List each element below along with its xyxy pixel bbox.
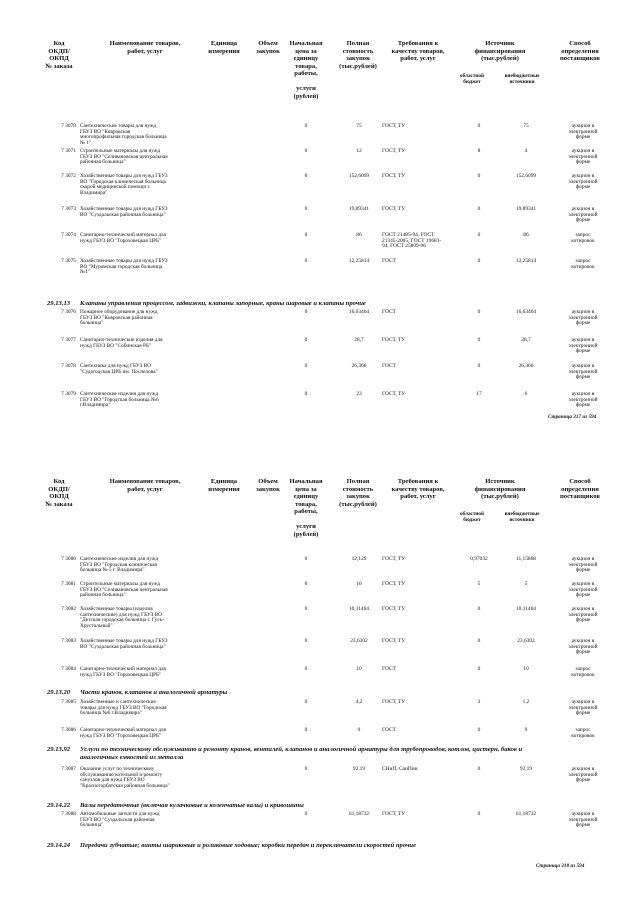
row-procurement-method: аукцион в электронной форме <box>568 206 598 224</box>
row-requirements: ГОСТ, ТУ <box>382 206 406 212</box>
row-regional-budget: 0 <box>477 606 481 612</box>
row-total-cost: 26,366 <box>351 363 367 369</box>
row-unit-price: 0 <box>304 206 308 212</box>
row-item-name: Сантехнические изделия для нужд ГБУЗ ВО "Городская больница №6 г.Владимира" <box>80 391 159 409</box>
row-total-cost: 152,6099 <box>348 173 370 179</box>
row-number: 7 3072 <box>61 173 76 179</box>
row-requirements: ГОСТ <box>382 309 396 315</box>
row-total-cost: 75 <box>356 123 362 129</box>
row-procurement-method: аукцион в электронной форме <box>568 699 598 717</box>
row-extra-budget: 10,11464 <box>515 606 536 612</box>
row-regional-budget: 0 <box>477 258 481 264</box>
row-total-cost: 9 <box>357 727 361 733</box>
row-extra-budget: 75 <box>523 123 529 129</box>
header-source-regional: областной бюджет <box>460 511 484 523</box>
section-heading <box>0 689 640 699</box>
row-requirements: ГОСТ <box>382 363 396 369</box>
row-regional-budget: 8 <box>477 148 481 154</box>
row-item-name: Хозяйственные товары (изделия сантехнические) для нужд ГБУЗ ВО "Детская городская больница г. Гусь- Хрустальный" <box>80 606 164 629</box>
row-item-name: Хозяйственные товары для нужд ГБУЗ ВО "Городская клиническая больница скорой медицинской помощи г. Владимира" <box>80 173 168 196</box>
row-extra-budget: 12,25814 <box>515 258 537 264</box>
row-requirements: ГОСТ, ТУ <box>382 123 406 129</box>
section-code: 29.13.92 <box>47 746 71 753</box>
row-procurement-method: аукцион в электронной форме <box>568 638 598 656</box>
row-item-name: Хозяйственные товары для нужд ГБУЗ ВО "Суздальская районная больница" <box>80 206 168 218</box>
header-method: Способ определения поставщиков <box>560 478 600 501</box>
row-item-name: Оказание услуг по техническому обслуживанию котельной и ремонту санузлов для нужд ГБУЗ ВО "Красногорбатская районная больница" <box>80 766 170 789</box>
row-procurement-method: аукцион в электронной форме <box>568 556 598 574</box>
row-regional-budget: 0 <box>477 727 481 733</box>
row-regional-budget: 3 <box>477 699 481 705</box>
row-item-name: Сантехнические изделия для нужд ГБУЗ ВО "Городская клиническая больница № 5 г. Владимира" <box>80 556 159 574</box>
row-extra-budget: 5 <box>524 581 528 587</box>
section-title: Клапаны управления процессом, задвижки, клапаны запорные, краны шаровые и клапаны прочие <box>80 300 366 307</box>
header-source: Источник финансирования (тыс.рублей) <box>474 40 526 63</box>
row-requirements: ГОСТ, ТУ <box>382 699 406 705</box>
row-total-cost: 4,2 <box>355 699 363 705</box>
row-total-cost: 61,18732 <box>348 811 370 817</box>
header-volume: Объем закупок <box>256 478 280 493</box>
row-item-name: Сантехника для нужд ГБУЗ ВО "Судогодская ЦРБ им. Поспелова" <box>80 363 158 375</box>
row-unit-price: 0 <box>304 556 308 562</box>
row-extra-budget: 6 <box>524 391 528 397</box>
row-procurement-method: аукцион в электронной форме <box>568 581 598 599</box>
header-unit: Единица измерения <box>208 40 240 55</box>
row-extra-budget: 23,6302 <box>517 638 535 644</box>
row-requirements: ГОСТ, ТУ <box>382 173 406 179</box>
row-unit-price: 0 <box>304 258 308 264</box>
row-unit-price: 0 <box>304 666 308 672</box>
header-requirements: Требования к качеству товаров, работ, услуг <box>391 40 445 63</box>
row-total-cost: 19,89341 <box>348 206 370 212</box>
row-requirements: ГОСТ, ТУ <box>382 337 406 343</box>
row-regional-budget: 0 <box>477 666 481 672</box>
row-unit-price: 0 <box>304 123 308 129</box>
section-code: 29.14.24 <box>47 842 71 849</box>
row-number: 7 3074 <box>61 232 76 238</box>
row-total-cost: 12 <box>356 148 362 154</box>
row-total-cost: 10 <box>356 666 362 672</box>
row-requirements: ГОСТ, ТУ <box>382 556 406 562</box>
header-okdp: Код ОКДП/ ОКПД № заказа <box>45 478 73 508</box>
row-unit-price: 0 <box>304 363 308 369</box>
page-number: Страница 317 из 594 <box>548 414 597 420</box>
row-regional-budget: 17 <box>476 391 482 397</box>
row-regional-budget: 0 <box>477 638 481 644</box>
row-item-name: Пожарное оборудование для нужд ГБУЗ ВО "Ковровская районная больница" <box>80 309 158 327</box>
row-item-name: Хозяйственные товары для нужд ГБУЗ ВО "Суздальская районная больница" <box>80 638 168 650</box>
row-total-cost: 28,7 <box>354 337 364 343</box>
row-item-name: Хозяйственные и сантехнические товары для нужд ГБУЗ ВО "Городская больница №6 г.Владимира" <box>80 699 167 717</box>
row-item-name: Строительные материалы для нужд ГБУЗ ВО "Селивановская центральная районная больница" <box>80 148 168 166</box>
row-item-name: Санитарно-технический материал для нужд ГБУЗ ВО "Гороховецкая ЦРБ" <box>80 727 166 739</box>
header-volume: Объем закупок <box>256 40 280 55</box>
row-total-cost: 92,19 <box>352 766 366 772</box>
row-extra-budget: 92,19 <box>519 766 533 772</box>
row-number: 7 3077 <box>61 337 76 343</box>
row-unit-price: 0 <box>304 811 308 817</box>
row-extra-budget: 16,63464 <box>515 309 537 315</box>
row-total-cost: 23,6302 <box>350 638 368 644</box>
header-okdp: Код ОКДП/ ОКПД № заказа <box>45 40 73 70</box>
row-extra-budget: 19,89341 <box>515 206 537 212</box>
row-number: 7 3083 <box>61 638 76 644</box>
header-price: Начальная цена за единицу товара, работы, услуги (рублей) <box>289 40 323 101</box>
row-unit-price: 0 <box>304 699 308 705</box>
row-requirements: ГОСТ, ТУ <box>382 391 406 397</box>
header-source-regional: областной бюджет <box>460 73 484 85</box>
row-total-cost: 23 <box>356 391 362 397</box>
row-requirements: ГОСТ <box>382 258 396 264</box>
row-procurement-method: аукцион в электронной форме <box>568 337 598 355</box>
row-extra-budget: 61,18732 <box>515 811 537 817</box>
row-unit-price: 0 <box>304 148 308 154</box>
row-number: 7 3076 <box>61 309 76 315</box>
section-title: Услуги по техническому обслуживанию и ремонту кранов, вентилей, клапанов и аналогичной арматуры для трубопроводов, котлов, цистерн, баков и аналогичных емкостей из металла <box>80 746 523 761</box>
row-number: 7 3082 <box>61 606 76 612</box>
section-code: 29.14.22 <box>47 802 71 809</box>
row-unit-price: 0 <box>304 232 308 238</box>
section-code: 29.13.13 <box>47 300 71 307</box>
row-regional-budget: 0 <box>477 232 481 238</box>
row-item-name: Санитарно-технический материал для нужд ГБУЗ ВО "Гороховецкая ЦРБ" <box>80 232 166 244</box>
row-regional-budget: 0 <box>477 363 481 369</box>
section-code: 29.13.20 <box>47 689 71 696</box>
table-header <box>0 40 640 120</box>
row-unit-price: 0 <box>304 766 308 772</box>
row-regional-budget: 0 <box>477 811 481 817</box>
row-item-name: Санитарно-технический материал для нужд ГБУЗ ВО "Гороховецкая ЦРБ" <box>80 666 166 678</box>
section-title: Части кранов, клапанов и аналогичной арматуры <box>80 689 228 696</box>
row-unit-price: 0 <box>304 581 308 587</box>
header-source-extra: внебюджетные источники <box>504 73 540 85</box>
header-source-extra: внебюджетные источники <box>504 511 540 523</box>
row-number: 7 3073 <box>61 206 76 212</box>
row-requirements: ГОСТ <box>382 727 396 733</box>
row-item-name: Строительные материалы для нужд ГБУЗ ВО "Селивановская центральная районная больница" <box>80 581 168 599</box>
row-extra-budget: 4 <box>524 148 528 154</box>
row-regional-budget: 0 <box>477 309 481 315</box>
row-requirements: ГОСТ, ТУ <box>382 148 406 154</box>
row-regional-budget: 5 <box>477 581 481 587</box>
row-unit-price: 0 <box>304 391 308 397</box>
row-unit-price: 0 <box>304 727 308 733</box>
row-requirements: ГОСТ <box>382 666 396 672</box>
row-total-cost: 12,129 <box>351 556 367 562</box>
row-unit-price: 0 <box>304 309 308 315</box>
row-total-cost: 10,11464 <box>348 606 369 612</box>
row-regional-budget: 0,97032 <box>470 556 488 562</box>
row-number: 7 3075 <box>61 258 76 264</box>
row-number: 7 3088 <box>61 811 76 817</box>
row-total-cost: 16,63464 <box>348 309 370 315</box>
row-number: 7 3078 <box>61 363 76 369</box>
row-procurement-method: запрос котировок <box>571 666 595 678</box>
row-item-name: Хозяйственные товары для нужд ГБУЗ ВО "Муромская городская больница №1" <box>80 258 168 276</box>
row-extra-budget: 10 <box>523 666 529 672</box>
row-extra-budget: 1,2 <box>522 699 530 705</box>
row-number: 7 3081 <box>61 581 76 587</box>
document-page-1 <box>0 0 640 450</box>
row-number: 7 3087 <box>61 766 76 772</box>
row-requirements: ГОСТ, ТУ <box>382 581 406 587</box>
row-total-cost: 12,25814 <box>348 258 370 264</box>
row-regional-budget: 0 <box>477 766 481 772</box>
row-procurement-method: аукцион в электронной форме <box>568 363 598 381</box>
section-title: Передачи зубчатые; винты шариковые и роликовые ходовые; коробки передач и переключатели скоростей прочие <box>80 842 417 849</box>
row-procurement-method: запрос котировок <box>571 727 595 739</box>
row-requirements: ГОСТ, ТУ <box>382 638 406 644</box>
row-regional-budget: 0 <box>477 123 481 129</box>
header-unit: Единица измерения <box>208 478 240 493</box>
row-procurement-method: аукцион в электронной форме <box>568 391 598 409</box>
row-number: 7 3080 <box>61 556 76 562</box>
row-extra-budget: 11,15868 <box>515 556 536 562</box>
row-total-cost: 10 <box>356 581 362 587</box>
page-number: Страница 318 из 594 <box>536 863 585 869</box>
document-page-2 <box>0 470 640 905</box>
row-number: 7 3071 <box>61 148 76 154</box>
row-procurement-method: аукцион в электронной форме <box>568 173 598 191</box>
row-procurement-method: аукцион в электронной форме <box>568 148 598 166</box>
row-procurement-method: аукцион в электронной форме <box>568 811 598 829</box>
row-extra-budget: 28,7 <box>521 337 531 343</box>
section-title: Валы передаточные (включая кулачковые и коленчатые валы) и кривошипы <box>80 802 304 809</box>
header-name: Наименование товаров, работ, услуг <box>109 40 181 55</box>
row-procurement-method: аукцион в электронной форме <box>568 606 598 624</box>
row-unit-price: 0 <box>304 638 308 644</box>
row-unit-price: 0 <box>304 173 308 179</box>
row-procurement-method: запрос котировок <box>571 258 595 270</box>
row-item-name: Автомобильные запчасти для нужд ГБУЗ ВО "Суздальская районная больница" <box>80 811 160 829</box>
header-requirements: Требования к качеству товаров, работ, услуг <box>391 478 445 501</box>
row-item-name: Санитарно-технические изделия для нужд ГБУЗ ВО "Собинская РБ" <box>80 337 163 349</box>
row-requirements: СНиП, СанПин <box>382 766 418 772</box>
row-regional-budget: 0 <box>477 173 481 179</box>
section-heading <box>0 842 640 852</box>
row-number: 7 3086 <box>61 727 76 733</box>
row-procurement-method: аукцион в электронной форме <box>568 766 598 784</box>
table-header <box>0 478 640 558</box>
header-name: Наименование товаров, работ, услуг <box>109 478 181 493</box>
row-requirements: ГОСТ, ТУ <box>382 811 406 817</box>
row-item-name: Сантехнические товары для нужд ГБУЗ ВО "Ковровская многопрофильная городская больница № 1" <box>80 123 167 146</box>
header-total: Полная стоимость закупок (тыс.рублей) <box>339 478 377 508</box>
section-heading <box>0 746 640 766</box>
row-unit-price: 0 <box>304 606 308 612</box>
header-method: Способ определения поставщиков <box>560 40 600 63</box>
row-number: 7 3085 <box>61 699 76 705</box>
row-number: 7 3079 <box>61 391 76 397</box>
row-extra-budget: 26,366 <box>518 363 534 369</box>
row-number: 7 3084 <box>61 666 76 672</box>
row-requirements: ГОСТ 21485-94, ГОСТ 21345-2005, ГОСТ 19681- 94, ГОСТ 25809-96 <box>382 232 442 250</box>
row-number: 7 3070 <box>61 123 76 129</box>
row-regional-budget: 0 <box>477 337 481 343</box>
header-source: Источник финансирования (тыс.рублей) <box>474 478 526 501</box>
row-procurement-method: запрос котировок <box>571 232 595 244</box>
row-extra-budget: 152,6099 <box>515 173 537 179</box>
header-total: Полная стоимость закупок (тыс.рублей) <box>339 40 377 70</box>
row-unit-price: 0 <box>304 337 308 343</box>
row-extra-budget: 86 <box>523 232 529 238</box>
row-procurement-method: аукцион в электронной форме <box>568 123 598 141</box>
row-extra-budget: 9 <box>524 727 528 733</box>
row-total-cost: 86 <box>356 232 362 238</box>
header-price: Начальная цена за единицу товара, работы, услуги (рублей) <box>289 478 323 539</box>
row-procurement-method: аукцион в электронной форме <box>568 309 598 327</box>
row-requirements: ГОСТ, ТУ <box>382 606 406 612</box>
row-regional-budget: 0 <box>477 206 481 212</box>
